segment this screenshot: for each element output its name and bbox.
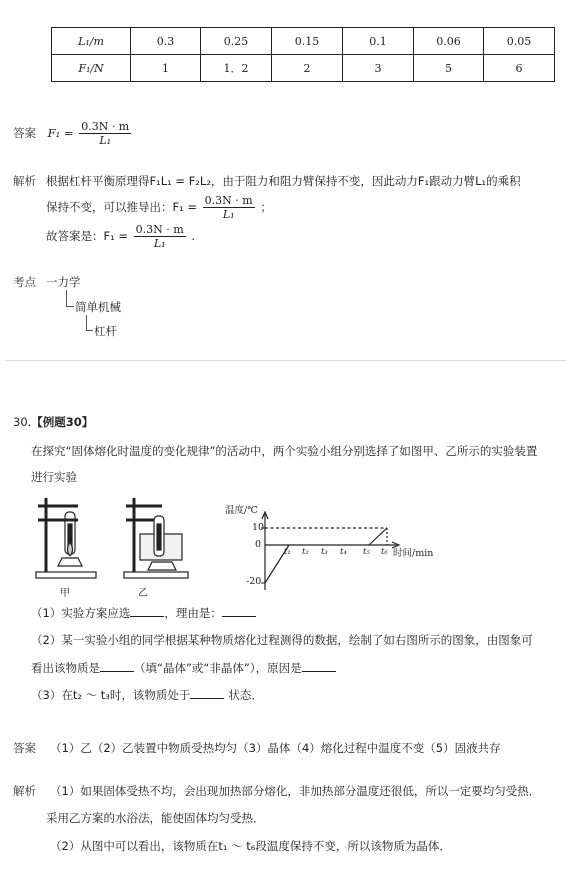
sub-question-text: （填“晶体”或“非晶体”），原因是 (134, 661, 302, 675)
analysis-text: ； (260, 200, 272, 214)
fraction (79, 120, 131, 147)
sub-question-text: （3）在t₂ ～ t₃时，该物质处于 (31, 688, 191, 702)
tree-connector (86, 315, 87, 330)
sub-question-text: ，理由是： (164, 606, 222, 620)
analysis-line-1: 根据杠杆平衡原理得F₁L₁ = F₂L₂，由于阻力和阻力臂保持不变，因此动力F₁跟动力臂L₁的乘积 (46, 174, 521, 188)
analysis-text: 故答案是：F₁ = (46, 229, 129, 243)
analysis-line-1: （1）如果固体受热不均，会出现加热部分熔化，非加热部分温度还很低，所以一定要均匀受热． (50, 784, 541, 798)
table-cell: 0.06 (414, 28, 484, 55)
fraction-denominator: L₁ (222, 208, 235, 221)
table-cell: 1 (131, 55, 201, 82)
sub-question-2-line-2 (31, 660, 336, 676)
flame (68, 542, 73, 556)
question-intro-2: 进行实验 (31, 470, 77, 484)
sub-question-1 (31, 605, 256, 621)
graph-y-label: 温度/℃ (225, 505, 258, 516)
answer-blank[interactable] (302, 661, 336, 672)
table-cell: 1．2 (201, 55, 272, 82)
data-table (51, 27, 555, 82)
answer-label: 答案 (13, 126, 36, 140)
x-tick-label: t₆ (381, 547, 388, 557)
table-cell: 6 (484, 55, 555, 82)
analysis-label: 解析 (13, 784, 36, 798)
answer-text: （1）乙（2）乙装置中物质受热均匀（3）晶体（4）熔化过程中温度不变（5）固液共存 (50, 741, 501, 755)
tree-connector (66, 306, 74, 307)
table-cell: 3 (343, 55, 414, 82)
thermometer (157, 524, 161, 550)
apparatus-figure (28, 490, 198, 596)
answer-blank[interactable] (100, 661, 134, 672)
y-tick-label: 0 (255, 539, 262, 550)
table-cell: 0.3 (131, 28, 201, 55)
row-head: L₁/m (52, 28, 131, 55)
tree-root: 一力学 (46, 275, 81, 289)
sub-question-text: 状态． (228, 688, 263, 702)
y-tick-label: -20 (246, 576, 262, 587)
kaodian-label: 考点 (13, 275, 36, 289)
answer-blank[interactable] (190, 688, 224, 699)
figure-label-yi: 乙 (138, 588, 148, 599)
table-cell: 5 (414, 55, 484, 82)
analysis-text: . (191, 229, 196, 243)
question-number: 30. (13, 415, 32, 429)
formula-lhs: F₁ = (47, 126, 74, 140)
sub-question-3 (31, 687, 263, 703)
answer-blank[interactable] (222, 606, 256, 617)
analysis-label: 解析 (13, 174, 36, 188)
fraction-denominator: L₁ (99, 134, 112, 147)
table-row (52, 28, 555, 55)
analysis-line-2 (46, 194, 272, 221)
graph-x-label: 时间/min (393, 548, 434, 559)
analysis-text: 保持不变，可以推导出：F₁ = (46, 200, 198, 214)
table-cell: 0.25 (201, 28, 272, 55)
answer-1 (13, 120, 133, 147)
x-tick-label: t₄ (340, 547, 347, 557)
tree-grandchild: 杠杆 (94, 324, 117, 338)
x-tick-label: t₃ (321, 547, 328, 557)
stand-base (36, 572, 96, 578)
analysis-line-2: 采用乙方案的水浴法，能使固体均匀受热． (46, 811, 265, 825)
sub-question-text: 看出该物质是 (31, 661, 100, 675)
y-tick-label: 10 (252, 522, 265, 533)
heating-segment-2 (369, 528, 387, 545)
table-row (52, 55, 555, 82)
question-header (13, 414, 93, 430)
table-cell: 0.05 (484, 28, 555, 55)
answer-label: 答案 (13, 741, 36, 755)
burner (58, 558, 82, 566)
question-title: 【例题30】 (31, 415, 94, 429)
analysis-line-3: （2）从图中可以看出，该物质在t₁ ～ t₆段温度保持不变，所以该物质为晶体． (50, 839, 451, 853)
table-cell: 0.1 (343, 28, 414, 55)
x-tick-label: t₁ (284, 547, 291, 557)
fraction (203, 194, 255, 221)
fraction (134, 223, 186, 250)
row-head: F₁/N (52, 55, 131, 82)
tree-connector (66, 290, 67, 306)
tree-child: 简单机械 (75, 300, 121, 314)
sub-question-2-line-1: （2）某一实验小组的同学根据某种物质熔化过程测得的数据，绘制了如右图所示的图象，由图象可 (31, 633, 533, 647)
fraction-denominator: L₁ (153, 237, 166, 250)
x-tick-label: t₅ (363, 547, 370, 557)
table-cell: 2 (272, 55, 343, 82)
sub-question-text: （1）实验方案应选 (31, 606, 131, 620)
section-divider (5, 360, 566, 361)
fraction-numerator: 0.3N · m (135, 223, 184, 236)
tree-connector (86, 330, 93, 331)
x-tick-label: t₂ (302, 547, 309, 557)
answer-blank[interactable] (130, 606, 164, 617)
burner (148, 562, 176, 570)
question-intro-1: 在探究“固体熔化时温度的变化规律”的活动中，两个实验小组分别选择了如图甲、乙所示的实验装置 (31, 444, 538, 458)
fraction-numerator: 0.3N · m (81, 120, 130, 133)
figure-label-jia: 甲 (60, 588, 70, 599)
fraction-numerator: 0.3N · m (204, 194, 253, 207)
table-cell: 0.15 (272, 28, 343, 55)
analysis-line-3 (46, 223, 195, 250)
stand-base (124, 572, 188, 578)
